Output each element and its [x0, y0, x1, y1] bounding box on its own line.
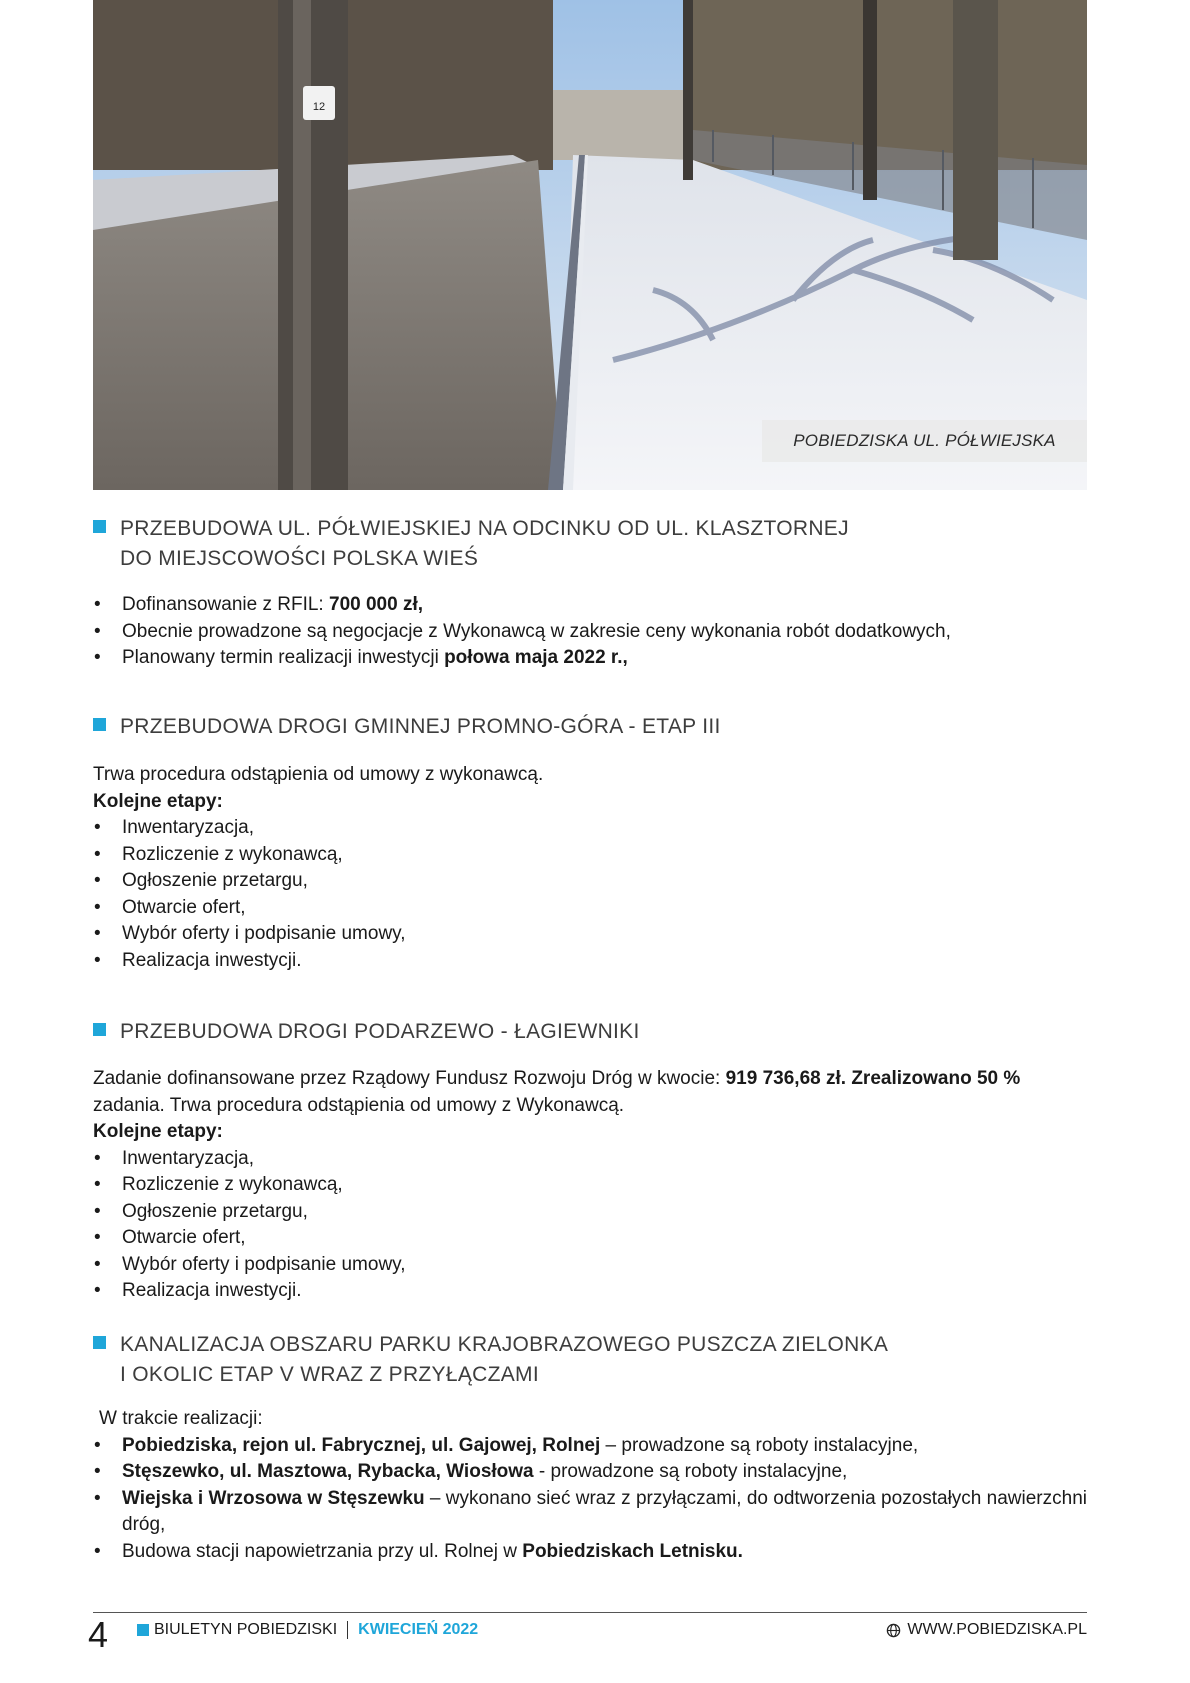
section-title: PRZEBUDOWA DROGI GMINNEJ PROMNO-GÓRA - ETAP III: [120, 715, 721, 738]
website-link[interactable]: WWW.POBIEDZISKA.PL: [907, 1621, 1087, 1638]
section-title-line: DO MIEJSCOWOŚCI POLSKA WIEŚ: [120, 547, 479, 570]
bullet-square-icon: [93, 1336, 106, 1349]
section-content-polwiejska: [93, 592, 1087, 672]
stages-list: [93, 815, 1087, 974]
footer-website[interactable]: [886, 1621, 1087, 1639]
list-item: • Dofinansowanie z RFIL: 700 000 zł,: [93, 592, 1087, 619]
section-heading-polwiejska: [93, 514, 1020, 574]
list-item: • Otwarcie ofert,: [93, 895, 1087, 922]
street-photo-illustration: [93, 0, 1087, 490]
list-item: • Wybór oferty i podpisanie umowy,: [93, 921, 1087, 948]
section-heading-kanalizacja: [93, 1330, 1020, 1390]
bullet-square-icon: [93, 718, 106, 731]
section-title: PRZEBUDOWA DROGI PODARZEWO - ŁAGIEWNIKI: [120, 1020, 640, 1043]
section-heading-promno-gora: [93, 712, 1020, 742]
bullet-square-icon: [137, 1624, 149, 1636]
footer-separator: [347, 1621, 348, 1639]
bullet-list: [93, 1433, 1087, 1566]
list-item: • Ogłoszenie przetargu,: [93, 1199, 1087, 1226]
section-title: [120, 514, 1020, 574]
list-item: • Budowa stacji napowietrzania przy ul. Rolnej w Pobiedziskach Letnisku.: [93, 1539, 1087, 1566]
section-content-promno-gora: [93, 762, 1087, 974]
list-item: • Otwarcie ofert,: [93, 1225, 1087, 1252]
stages-label: Kolejne etapy:: [93, 1121, 223, 1142]
tree-tag-number: 12: [312, 101, 326, 113]
list-item: • Stęszewko, ul. Masztowa, Rybacka, Wiosłowa - prowadzone są roboty instalacyjne,: [93, 1459, 1087, 1486]
globe-icon: [886, 1623, 901, 1638]
list-item: • Inwentaryzacja,: [93, 1146, 1087, 1173]
list-item: • Inwentaryzacja,: [93, 815, 1087, 842]
footer-publication: [137, 1621, 478, 1639]
bullet-square-icon: [93, 520, 106, 533]
photo-caption: POBIEDZISKA UL. PÓŁWIEJSKA: [762, 420, 1087, 462]
section-heading-podarzewo: [93, 1017, 1020, 1047]
list-item: • Realizacja inwestycji.: [93, 1278, 1087, 1305]
publication-name: BIULETYN POBIEDZISKI: [154, 1621, 338, 1638]
section-title-line: I OKOLIC ETAP V WRAZ Z PRZYŁĄCZAMI: [120, 1363, 539, 1386]
section-title: [120, 1330, 1020, 1390]
list-item: • Obecnie prowadzone są negocjacje z Wykonawcą w zakresie ceny wykonania robót dodatkowych,: [93, 619, 1087, 646]
list-item: • Ogłoszenie przetargu,: [93, 868, 1087, 895]
list-item: • Wiejska i Wrzosowa w Stęszewku – wykonano sieć wraz z przyłączami, do odtworzenia pozostałych nawierzchni dróg,: [93, 1486, 1087, 1539]
page-number: 4: [88, 1614, 109, 1655]
bullet-square-icon: [93, 1023, 106, 1036]
section-intro: Zadanie dofinansowane przez Rządowy Fundusz Rozwoju Dróg w kwocie: 919 736,68 zł. Zrealizowano 50 % zadania. Trwa procedura odstąpienia od umowy z Wykonawcą.: [93, 1068, 1021, 1116]
stages-label: Kolejne etapy:: [93, 790, 223, 812]
footer-divider: [93, 1612, 1087, 1613]
list-item: • Realizacja inwestycji.: [93, 948, 1087, 975]
section-intro: Trwa procedura odstąpienia od umowy z wykonawcą.: [93, 764, 544, 785]
header-photo: [93, 0, 1087, 490]
section-title-line: PRZEBUDOWA UL. PÓŁWIEJSKIEJ NA ODCINKU OD UL. KLASZTORNEJ: [120, 517, 849, 540]
issue-month: KWIECIEŃ 2022: [358, 1621, 479, 1638]
list-item: • Pobiedziska, rejon ul. Fabrycznej, ul. Gajowej, Rolnej – prowadzone są roboty instalacyjne,: [93, 1433, 1087, 1460]
section-content-kanalizacja: [93, 1406, 1087, 1565]
section-content-podarzewo: [93, 1066, 1087, 1305]
bullet-list: [93, 592, 1087, 672]
list-item: • Planowany termin realizacji inwestycji połowa maja 2022 r.,: [93, 645, 1087, 672]
section-title-line: KANALIZACJA OBSZARU PARKU KRAJOBRAZOWEGO PUSZCZA ZIELONKA: [120, 1333, 889, 1356]
stages-list: [93, 1146, 1087, 1305]
list-item: • Wybór oferty i podpisanie umowy,: [93, 1252, 1087, 1279]
list-item: • Rozliczenie z wykonawcą,: [93, 1172, 1087, 1199]
section-intro: W trakcie realizacji:: [99, 1408, 263, 1429]
list-item: • Rozliczenie z wykonawcą,: [93, 842, 1087, 869]
